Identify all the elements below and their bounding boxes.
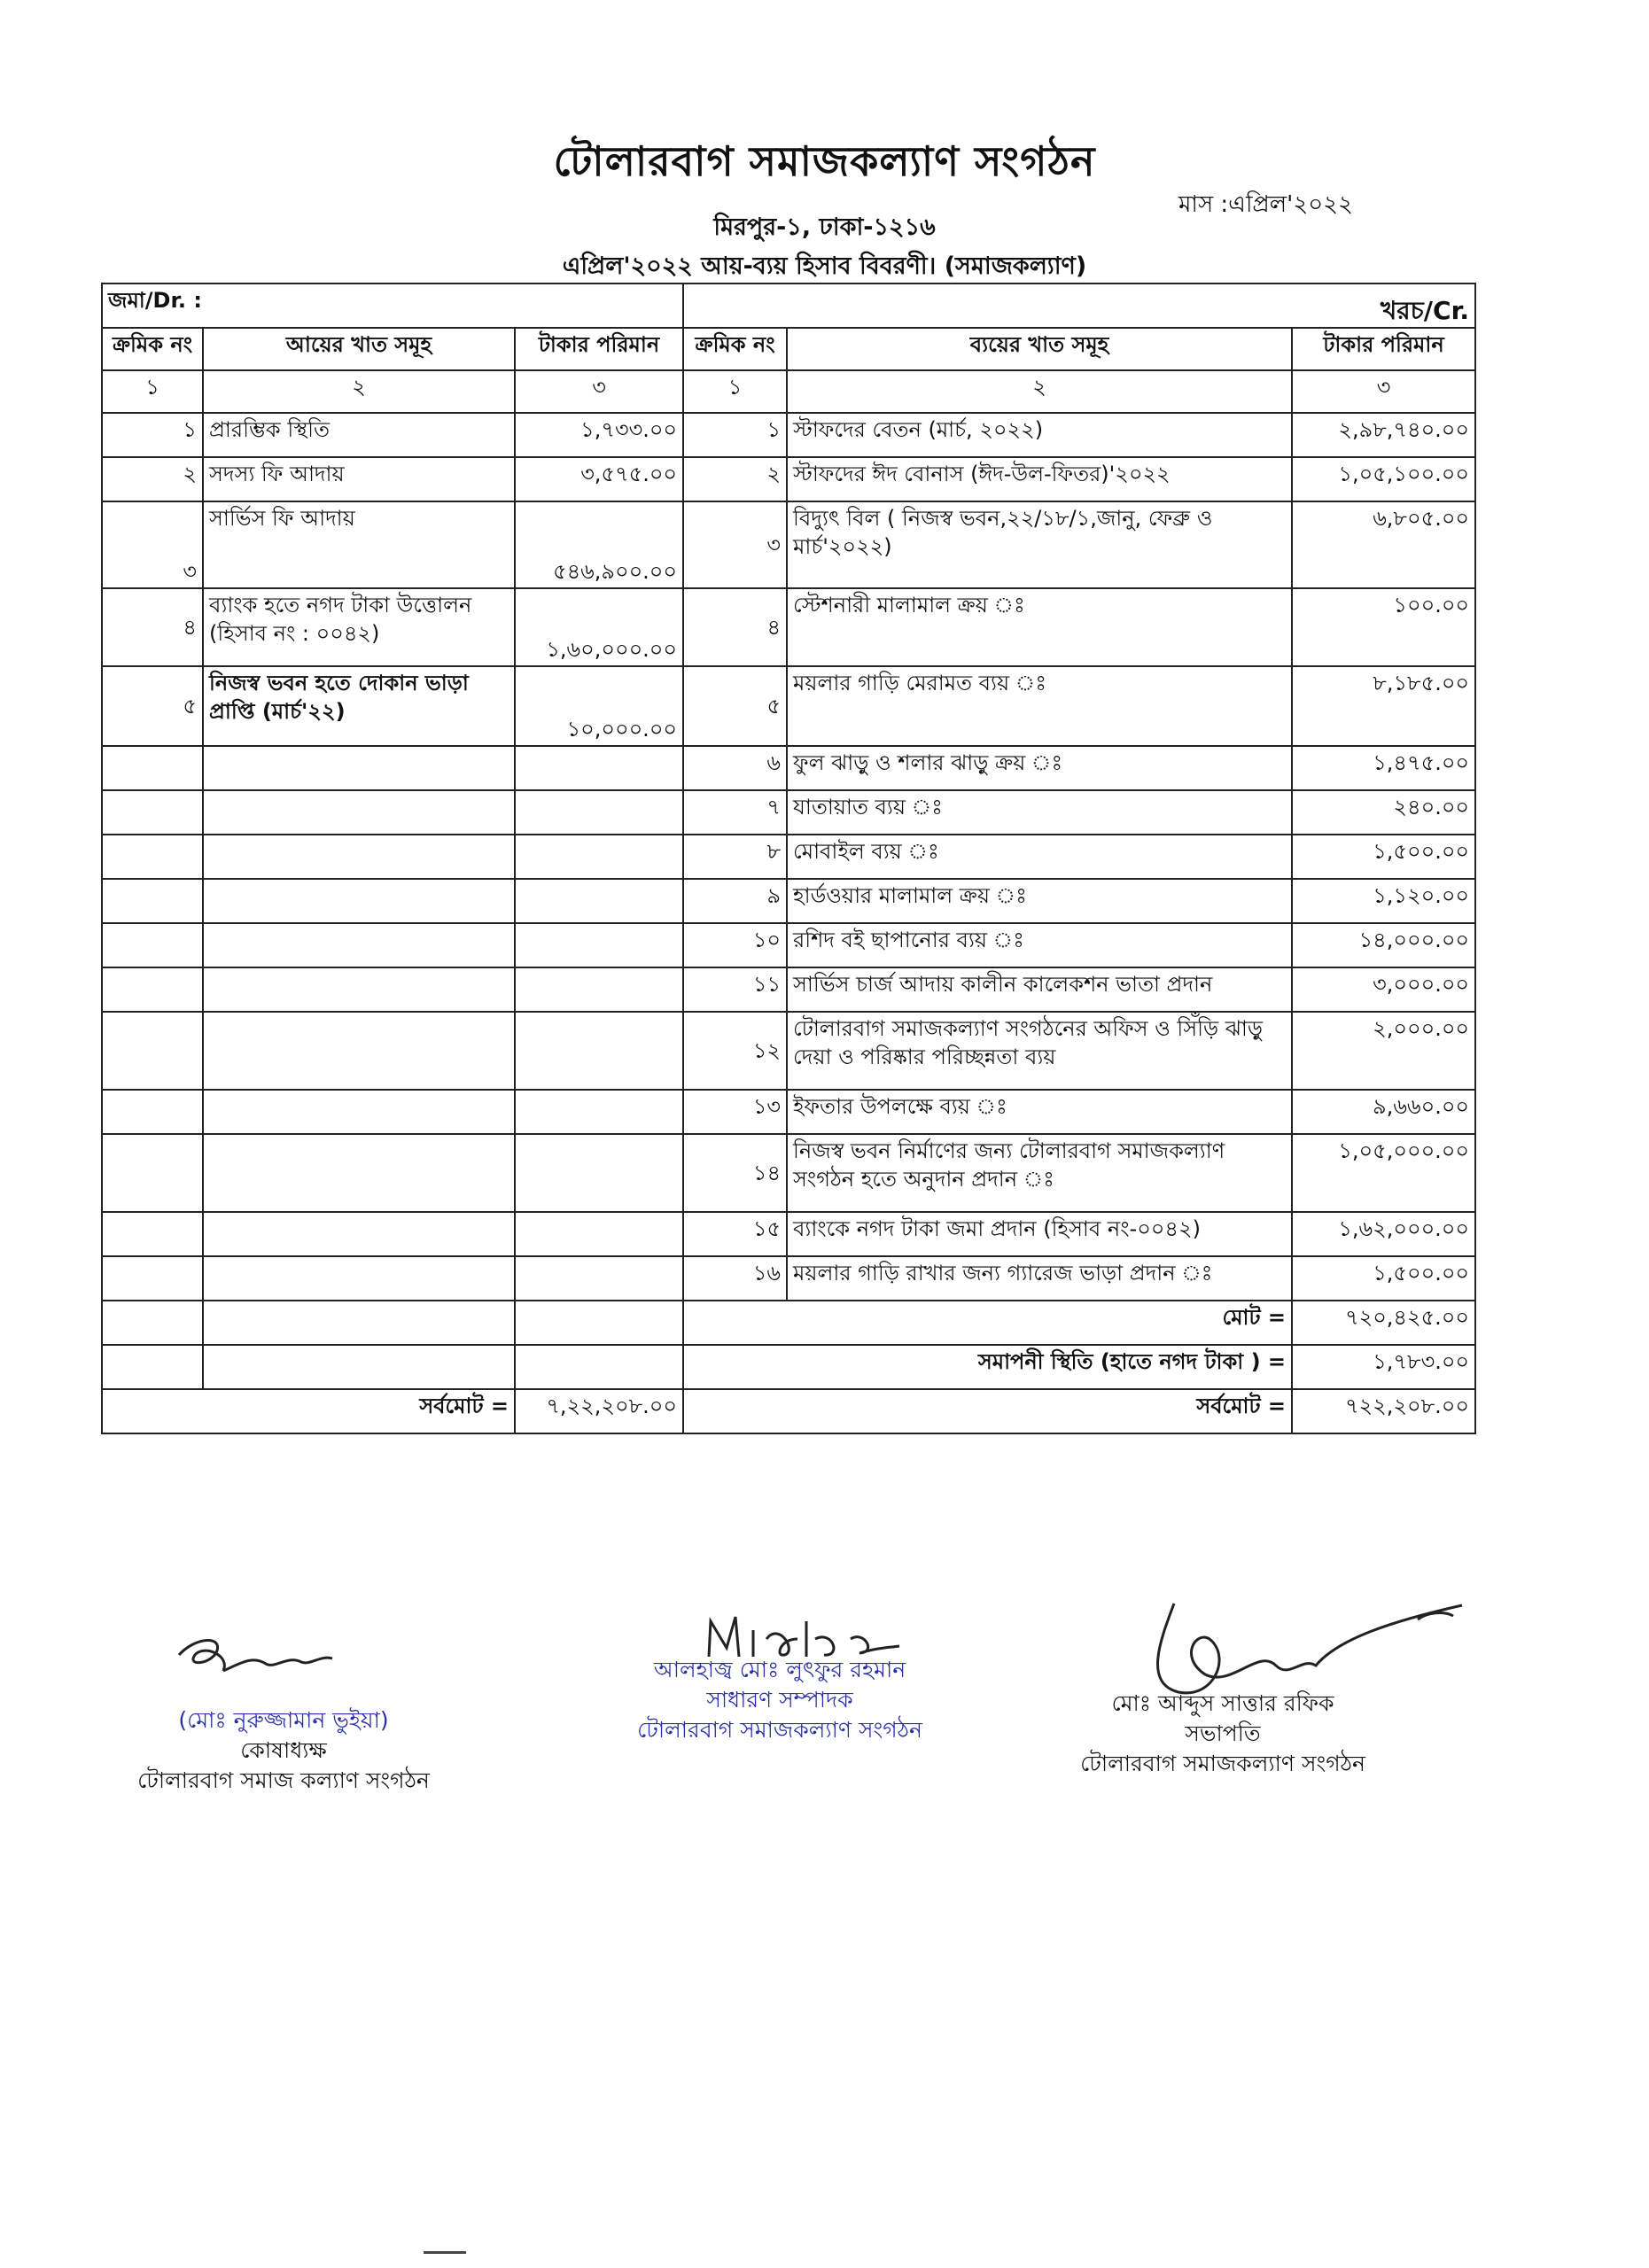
column-number: ১ [683,370,787,413]
income-grand-total-label: সর্বমোট = [203,1389,515,1433]
header-expense-heads: ব্যয়ের খাত সমূহ [787,328,1292,370]
header-sl: ক্রমিক নং [683,328,787,370]
expense-amount: ১,৫০০.০০ [1292,1256,1475,1301]
header-amount: টাকার পরিমান [515,328,683,370]
treasurer-name: (মোঃ নুরুজ্জামান ভুইয়া) [178,1707,389,1733]
expense-amount: ৬,৮০৫.০০ [1292,501,1475,588]
header-income-heads: আয়ের খাত সমূহ [203,328,515,370]
column-number: ১ [102,370,203,413]
expense-sl: ১ [683,413,787,457]
expense-sl: ৮ [683,835,787,879]
expense-amount: ১,৬২,০০০.০০ [1292,1212,1475,1256]
secretary-block [585,1655,975,1745]
expense-sl: ৪ [683,588,787,666]
expense-item: ময়লার গাড়ি রাখার জন্য গ্যারেজ ভাড়া প্রদান ঃ [787,1256,1292,1301]
expense-item: ফুল ঝাড়ু ও শলার ঝাড়ু ক্রয় ঃ [787,746,1292,790]
income-item: নিজস্ব ভবন হতে দোকান ভাড়া প্রাপ্তি (মার্চ'২২) [203,666,515,746]
expense-item: ব্যাংকে নগদ টাকা জমা প্রদান (হিসাব নং-০০৪২) [787,1212,1292,1256]
treasurer-org: টোলারবাগ সমাজ কল্যাণ সংগঠন [137,1767,430,1793]
secretary-name: আলহাজ্ব মোঃ লুৎফুর রহমান [653,1657,906,1682]
expense-item: হার্ডওয়ার মালামাল ক্রয় ঃ [787,879,1292,923]
column-number: ২ [203,370,515,413]
income-amount: ৩,৫৭৫.০০ [515,457,683,501]
expense-item: স্টেশনারী মালামাল ক্রয় ঃ [787,588,1292,666]
treasurer-block [115,1705,452,1796]
expense-sl: ১৬ [683,1256,787,1301]
debit-label: জমা/Dr. : [102,284,683,328]
income-amount: ৫৪৬,৯০০.০০ [515,501,683,588]
expense-item: বিদ্যুৎ বিল ( নিজস্ব ভবন,২২/১৮/১,জানু, ফেব্রু ও মার্চ'২০২২) [787,501,1292,588]
expense-item: রশিদ বই ছাপানোর ব্যয় ঃ [787,923,1292,967]
expense-amount: ১,৫০০.০০ [1292,835,1475,879]
income-amount: ১০,০০০.০০ [515,666,683,746]
president-name: মোঃ আব্দুস সাত্তার রফিক [1111,1690,1334,1716]
expense-amount: ২৪০.০০ [1292,790,1475,835]
income-sl: ৫ [102,666,203,746]
expense-sl: ১৩ [683,1090,787,1134]
header-amount: টাকার পরিমান [1292,328,1475,370]
expense-sl: ৩ [683,501,787,588]
ledger-table [101,283,1476,1434]
income-amount: ১,৬০,০০০.০০ [515,588,683,666]
expense-sl: ৭ [683,790,787,835]
president-org: টোলারবাগ সমাজকল্যাণ সংগঠন [1080,1751,1365,1776]
expense-item: স্টাফদের ঈদ বোনাস (ঈদ-উল-ফিতর)'২০২২ [787,457,1292,501]
expense-item: ইফতার উপলক্ষে ব্যয় ঃ [787,1090,1292,1134]
grand-total-row [102,1389,1475,1433]
closing-balance-row [102,1345,1475,1389]
scan-mark [424,2251,466,2254]
column-number: ৩ [515,370,683,413]
table-row [102,923,1475,967]
table-row [102,501,1475,588]
expense-sl: ৬ [683,746,787,790]
closing-balance-label: সমাপনী স্থিতি (হাতে নগদ টাকা ) = [787,1345,1292,1389]
expense-amount: ৮,১৮৫.০০ [1292,666,1475,746]
total-label: মোট = [787,1301,1292,1345]
document-title: টোলারবাগ সমাজকল্যাণ সংগঠন [553,137,1096,185]
total-row [102,1301,1475,1345]
expense-item: সার্ভিস চার্জ আদায় কালীন কালেকশন ভাতা প্রদান [787,967,1292,1012]
secretary-role: সাধারণ সম্পাদক [706,1687,853,1713]
expense-item: নিজস্ব ভবন নির্মাণের জন্য টোলারবাগ সমাজকল্যাণ সংগঠন হতে অনুদান প্রদান ঃ [787,1134,1292,1212]
table-row [102,879,1475,923]
income-item: সার্ভিস ফি আদায় [203,501,515,588]
president-role: সভাপতি [1185,1720,1261,1746]
address: মিরপুর-১, ঢাকা-১২১৬ [713,214,936,241]
expense-amount: ৩,০০০.০০ [1292,967,1475,1012]
income-grand-total-value: ৭,২২,২০৮.০০ [515,1389,683,1433]
expense-item: স্টাফদের বেতন (মার্চ, ২০২২) [787,413,1292,457]
expense-amount: ২,৯৮,৭৪০.০০ [1292,413,1475,457]
expense-sl: ১৪ [683,1134,787,1212]
expense-sl: ৫ [683,666,787,746]
credit-label: খরচ/Cr. [683,284,1475,328]
table-row [102,835,1475,879]
expense-item: ময়লার গাড়ি মেরামত ব্যয় ঃ [787,666,1292,746]
expense-item: টোলারবাগ সমাজকল্যাণ সংগঠনের অফিস ও সিঁড়ি ঝাড়ু দেয়া ও পরিষ্কার পরিচ্ছন্নতা ব্যয় [787,1012,1292,1090]
expense-amount: ১,০৫,০০০.০০ [1292,1134,1475,1212]
expense-amount: ১৪,০০০.০০ [1292,923,1475,967]
table-row [102,413,1475,457]
treasurer-role: কোষাধ্যক্ষ [240,1737,327,1763]
expense-sl: ২ [683,457,787,501]
expense-sl: ১৫ [683,1212,787,1256]
income-item: সদস্য ফি আদায় [203,457,515,501]
expense-amount: ২,০০০.০০ [1292,1012,1475,1090]
closing-balance-value: ১,৭৮৩.০০ [1292,1345,1475,1389]
income-item: ব্যাংক হতে নগদ টাকা উত্তোলন (হিসাব নং : ০০৪২) [203,588,515,666]
expense-grand-total-label: সর্বমোট = [787,1389,1292,1433]
expense-sl: ১২ [683,1012,787,1090]
expense-grand-total-value: ৭২২,২০৮.০০ [1292,1389,1475,1433]
expense-sl: ৯ [683,879,787,923]
income-sl: ২ [102,457,203,501]
table-row [102,1212,1475,1256]
table-row [102,1134,1475,1212]
expense-amount: ১,০৫,১০০.০০ [1292,457,1475,501]
table-row [102,457,1475,501]
expense-sl: ১০ [683,923,787,967]
table-row [102,1090,1475,1134]
table-row [102,588,1475,666]
table-row [102,1256,1475,1301]
table-row [102,967,1475,1012]
secretary-org: টোলারবাগ সমাজকল্যাণ সংগঠন [637,1717,922,1743]
month-label: মাস :এপ্রিল'২০২২ [1178,191,1353,218]
president-block [1037,1689,1409,1779]
expense-amount: ৯,৬৬০.০০ [1292,1090,1475,1134]
income-amount: ১,৭৩৩.০০ [515,413,683,457]
column-number: ২ [787,370,1292,413]
total-value: ৭২০,৪২৫.০০ [1292,1301,1475,1345]
table-row [102,1012,1475,1090]
table-row [102,790,1475,835]
table-row [102,666,1475,746]
statement-subtitle: এপ্রিল'২০২২ আয়-ব্যয় হিসাব বিবরণী। (সমাজকল্যাণ) [562,252,1087,280]
header-sl: ক্রমিক নং [102,328,203,370]
income-sl: ১ [102,413,203,457]
expense-amount: ১,৪৭৫.০০ [1292,746,1475,790]
column-number: ৩ [1292,370,1475,413]
expense-sl: ১১ [683,967,787,1012]
expense-amount: ১০০.০০ [1292,588,1475,666]
expense-amount: ১,১২০.০০ [1292,879,1475,923]
table-row [102,746,1475,790]
treasurer-signature [168,1628,346,1690]
expense-item: মোবাইল ব্যয় ঃ [787,835,1292,879]
income-item: প্রারম্ভিক স্থিতি [203,413,515,457]
expense-item: যাতায়াত ব্যয় ঃ [787,790,1292,835]
income-sl: ৩ [102,501,203,588]
income-sl: ৪ [102,588,203,666]
